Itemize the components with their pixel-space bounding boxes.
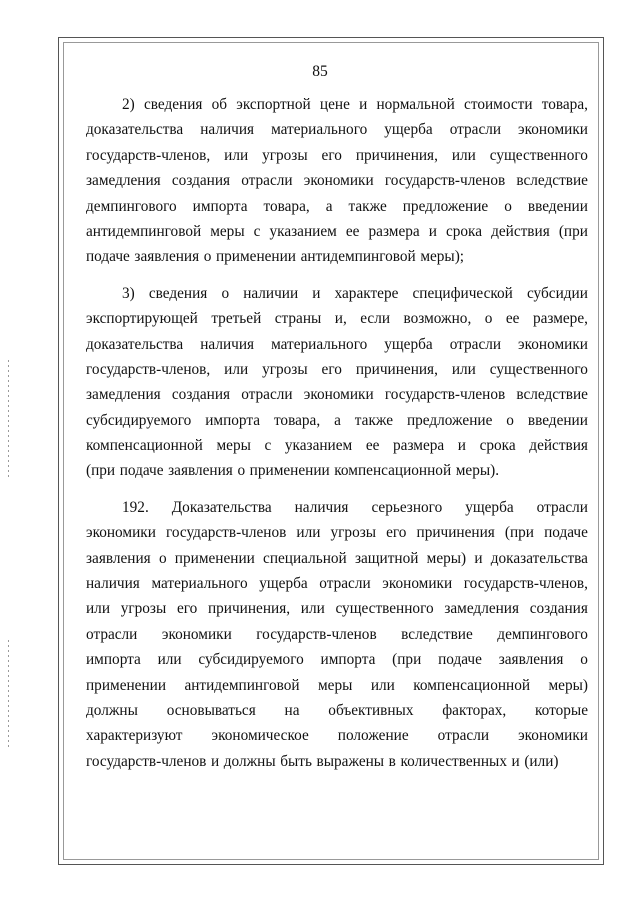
word: ущерба <box>465 498 514 516</box>
word: о <box>484 310 493 328</box>
word: срока <box>479 437 516 455</box>
word: отрасли <box>449 335 502 353</box>
word: заявления <box>168 462 233 480</box>
word: и <box>457 437 466 455</box>
word: возможно, <box>403 310 472 328</box>
word: меры <box>318 676 353 694</box>
word: срока <box>445 222 483 240</box>
word: доказательства <box>86 335 184 353</box>
word: отрасли <box>241 172 293 190</box>
word: вследствие <box>516 386 588 404</box>
word: вследствие <box>516 172 588 190</box>
word: о <box>580 651 588 669</box>
word: выражены <box>316 752 385 770</box>
word: или <box>296 524 321 542</box>
word: должны <box>223 752 276 770</box>
scan-edge-mark <box>8 360 9 480</box>
word: отрасли <box>536 498 588 516</box>
word: экспортирующей <box>86 310 198 328</box>
text-line <box>86 168 588 193</box>
word: объективных <box>328 701 414 719</box>
word: экономики <box>518 335 588 353</box>
scan-edge-mark <box>8 640 9 750</box>
word: угрозы <box>262 360 308 378</box>
word: (при <box>558 222 588 240</box>
text-line <box>86 495 588 520</box>
word: действия <box>491 222 550 240</box>
word: отрасли <box>449 121 502 139</box>
word: наличии <box>243 284 299 302</box>
word: указанием <box>269 222 337 240</box>
word: государств-членов, <box>86 146 211 164</box>
word: существенного <box>489 360 588 378</box>
word: угрозы <box>120 600 167 618</box>
word: подаче <box>119 462 164 480</box>
word: отрасли <box>319 575 371 593</box>
word: причинения, <box>355 146 438 164</box>
word: экономики <box>518 727 588 745</box>
word: ее <box>365 437 380 455</box>
word: или <box>370 676 395 694</box>
word: замедления <box>86 386 161 404</box>
text-line <box>86 408 588 433</box>
word: меры <box>216 437 251 455</box>
word: отрасли <box>86 625 138 643</box>
word: антидемпинговой <box>86 222 202 240</box>
word: также <box>348 197 387 215</box>
word: заявления <box>498 651 564 669</box>
word: (или) <box>524 752 559 770</box>
word: его <box>321 360 342 378</box>
word: антидемпинговой <box>300 248 416 266</box>
word: заявления <box>134 248 200 266</box>
word: импорта <box>86 651 141 669</box>
word: меры) <box>548 676 588 694</box>
text-line <box>86 749 588 774</box>
word: подаче <box>86 248 130 266</box>
text-line <box>86 306 588 331</box>
word: импорта <box>320 651 376 669</box>
word: введении <box>527 197 588 215</box>
word: и <box>428 222 437 240</box>
word: факторах, <box>442 701 507 719</box>
word: и <box>210 752 220 770</box>
word: демпингового <box>86 197 177 215</box>
text-line <box>86 622 588 647</box>
word: которые <box>535 701 588 719</box>
word: о <box>158 549 167 567</box>
word: причинения, <box>207 600 291 618</box>
word: подаче <box>438 651 482 669</box>
word: предложение <box>402 197 489 215</box>
word: действия <box>529 437 588 455</box>
word: наличия <box>86 575 140 593</box>
word: 192. <box>122 498 149 516</box>
word: вследствие <box>401 625 473 643</box>
word: экономики <box>382 575 453 593</box>
word: 2) <box>122 96 135 113</box>
text-line <box>86 723 588 748</box>
word: предложение <box>406 411 493 429</box>
word: и <box>359 96 368 113</box>
word: меры); <box>420 248 465 266</box>
word: также <box>354 411 394 429</box>
word: импорта <box>192 197 248 215</box>
word: 3) <box>122 284 135 302</box>
word: третьей <box>211 310 262 328</box>
word: с <box>264 437 272 455</box>
paragraph-gap <box>86 484 588 495</box>
word: государств-членов <box>256 625 377 643</box>
word: ее <box>345 222 360 240</box>
word: подаче <box>544 524 588 542</box>
text-line <box>86 244 588 269</box>
word: его <box>176 600 198 618</box>
word: применении <box>215 248 296 266</box>
word: сведения <box>143 96 203 113</box>
word: компенсационной <box>334 462 452 480</box>
word: экспортной <box>236 96 311 113</box>
word: экономики <box>86 524 156 542</box>
word: материального <box>151 575 248 593</box>
word: и <box>312 284 321 302</box>
word: материального <box>271 121 368 139</box>
word: размера <box>368 222 420 240</box>
word: заявления <box>86 549 151 567</box>
word: экономическое <box>211 727 309 745</box>
text-line <box>86 92 588 117</box>
word: стоимости <box>464 96 533 113</box>
word: количественных <box>400 752 507 770</box>
word: или <box>86 600 111 618</box>
word: специфической <box>412 284 513 302</box>
word: субсидируемого <box>198 651 304 669</box>
text-line <box>86 357 588 382</box>
word: угрозы <box>262 146 308 164</box>
word: или <box>300 600 325 618</box>
word: замедления <box>444 600 520 618</box>
word: компенсационной <box>86 437 203 455</box>
word: импорта <box>205 411 261 429</box>
word: о <box>506 411 514 429</box>
word: создания <box>529 600 588 618</box>
word: о <box>237 462 246 480</box>
word: должны <box>86 701 138 719</box>
word: ущерба <box>384 121 433 139</box>
text-line <box>86 596 588 621</box>
word: и <box>511 752 520 770</box>
word: защитной <box>354 549 419 567</box>
word: размере, <box>532 310 588 328</box>
word: о <box>203 248 212 266</box>
text-line <box>86 143 588 168</box>
word: если <box>360 310 391 328</box>
word: а <box>334 411 341 429</box>
word: или <box>224 360 249 378</box>
word: создания <box>171 386 231 404</box>
word: демпингового <box>497 625 588 643</box>
word: или <box>157 651 182 669</box>
word: применении <box>249 462 330 480</box>
word: наличия <box>200 121 255 139</box>
word: товара, <box>541 96 588 113</box>
word: применении <box>86 676 167 694</box>
word: размера <box>393 437 445 455</box>
word: доказательства <box>490 549 588 567</box>
word: государств-членов, <box>86 360 211 378</box>
text-line <box>86 219 588 244</box>
word: ущерба <box>259 575 308 593</box>
text-line <box>86 647 588 672</box>
word: или <box>224 146 249 164</box>
word: меры) <box>426 549 467 567</box>
word: государств-членов, <box>463 575 588 593</box>
word: и <box>474 549 483 567</box>
word: доказательства <box>86 121 184 139</box>
word: субсидии <box>526 284 588 302</box>
word: компенсационной <box>413 676 531 694</box>
word: сведения <box>148 284 208 302</box>
word: создания <box>171 172 231 190</box>
word: экономики <box>303 386 374 404</box>
word: отрасли <box>437 727 490 745</box>
text-line <box>86 281 588 306</box>
word: причинения, <box>355 360 438 378</box>
word: замедления <box>86 172 161 190</box>
word: экономики <box>518 121 588 139</box>
word: меры <box>210 222 245 240</box>
word: характеризуют <box>86 727 183 745</box>
word: с <box>253 222 261 240</box>
word: на <box>284 701 300 719</box>
text-line <box>86 520 588 545</box>
word: и, <box>334 310 347 328</box>
word: существенного <box>335 600 434 618</box>
document-body <box>86 92 588 774</box>
word: наличия <box>294 498 349 516</box>
word: положение <box>337 727 409 745</box>
word: его <box>386 524 407 542</box>
paragraph-gap <box>86 270 588 281</box>
word: указанием <box>284 437 353 455</box>
word: серьезного <box>371 498 443 516</box>
word: государств-членов <box>165 524 287 542</box>
word: товара, <box>263 197 310 215</box>
text-line <box>86 332 588 357</box>
word: об <box>211 96 228 113</box>
word: специальной <box>263 549 347 567</box>
text-line <box>86 458 588 483</box>
word: экономики <box>303 172 374 190</box>
word: а <box>325 197 333 215</box>
word: применении <box>174 549 255 567</box>
word: или <box>451 146 476 164</box>
word: характере <box>334 284 399 302</box>
word: о <box>221 284 230 302</box>
page-number: 85 <box>312 63 328 80</box>
word: нормальной <box>376 96 455 113</box>
word: (при <box>86 462 116 480</box>
word: существенного <box>489 146 588 164</box>
word: о <box>504 197 512 215</box>
word: его <box>321 146 342 164</box>
word: наличия <box>200 335 255 353</box>
word: быть <box>280 752 312 770</box>
text-line <box>86 382 588 407</box>
word: введении <box>527 411 588 429</box>
word: ее <box>505 310 520 328</box>
word: товара, <box>273 411 321 429</box>
word: государств-членов <box>384 172 506 190</box>
word: государств-членов <box>384 386 506 404</box>
word: меры). <box>455 462 500 480</box>
word: страны <box>274 310 322 328</box>
word: ущерба <box>384 335 433 353</box>
text-line <box>86 433 588 458</box>
word: основываться <box>166 701 256 719</box>
text-line <box>86 546 588 571</box>
text-line <box>86 117 588 142</box>
word: отрасли <box>241 386 293 404</box>
word: антидемпинговой <box>184 676 300 694</box>
word: Доказательства <box>171 498 272 516</box>
word: экономики <box>161 625 232 643</box>
text-line <box>86 194 588 219</box>
text-line <box>86 571 588 596</box>
word: субсидируемого <box>86 411 192 429</box>
word: или <box>451 360 476 378</box>
word: в <box>388 752 396 770</box>
word: (при <box>392 651 422 669</box>
text-line <box>86 698 588 723</box>
word: причинения <box>416 524 495 542</box>
word: цене <box>319 96 350 113</box>
text-line <box>86 673 588 698</box>
word: материального <box>271 335 368 353</box>
word: государств-членов <box>86 752 207 770</box>
word: угрозы <box>330 524 377 542</box>
word: (при <box>504 524 534 542</box>
